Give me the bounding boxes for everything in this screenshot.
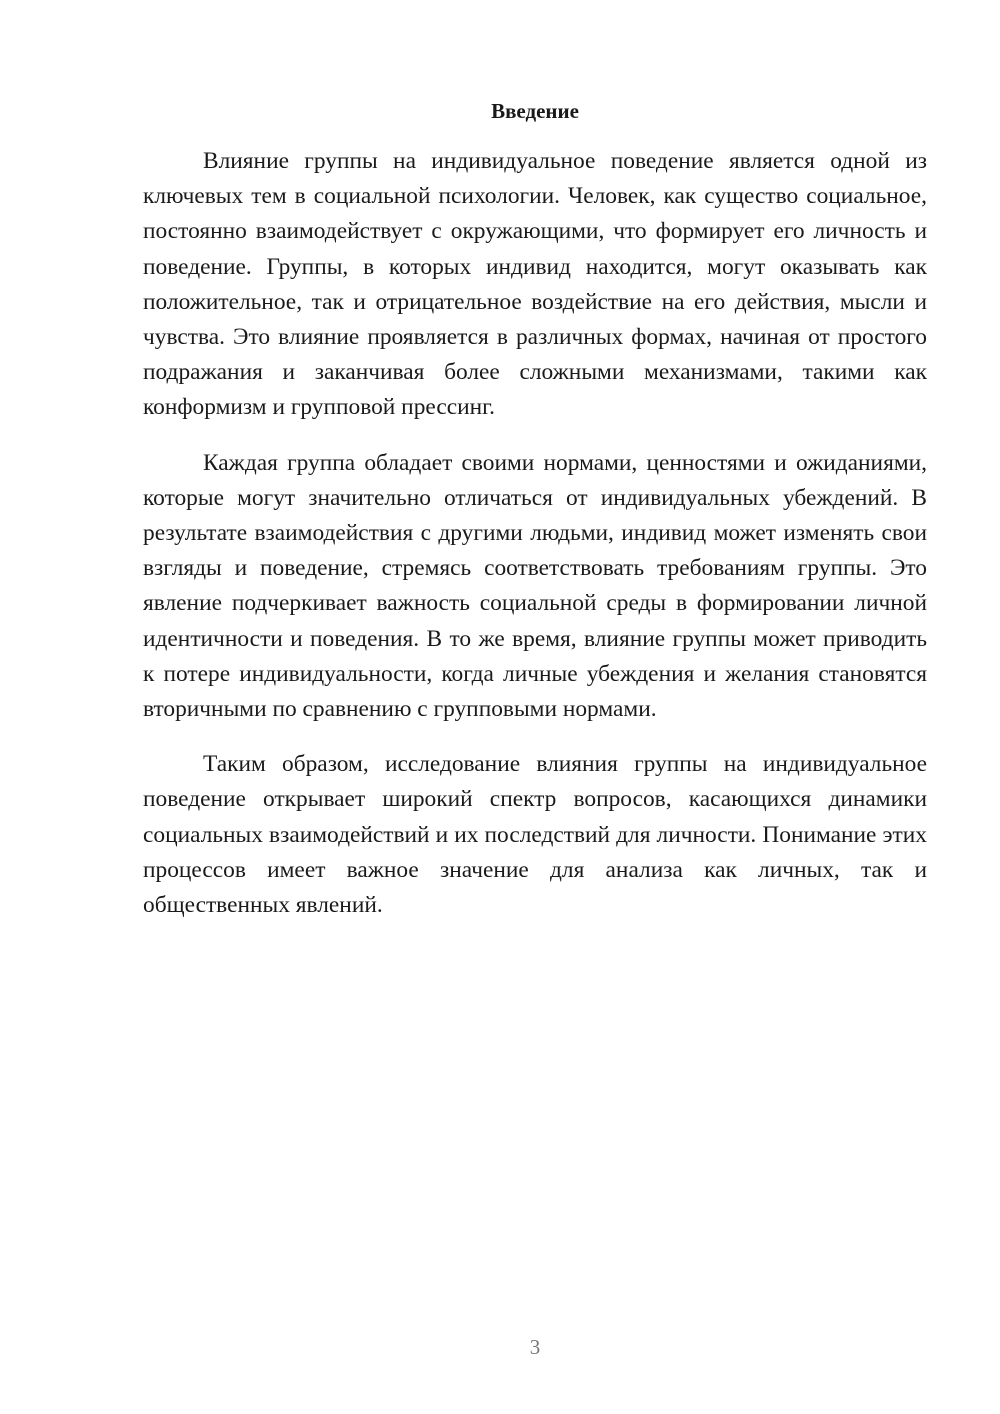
body-text <box>143 144 927 943</box>
paragraph-2: Каждая группа обладает своими нормами, ценностями и ожиданиями, которые могут значительно отличаться от индивидуальных убеждений. В результате взаимодействия с другими людьми, индивид может изменять свои взгляды и поведение, стремясь соответствовать требованиям группы. Это явление подчеркивает важность социальной среды в формировании личной идентичности и поведения. В то же время, влияние группы может приводить к потере индивидуальности, когда личные убеждения и желания становятся вторичными по сравнению с групповыми нормами. <box>143 449 927 723</box>
paragraph-1: Влияние группы на индивидуальное поведение является одной из ключевых тем в социальной психологии. Человек, как существо социальное, постоянно взаимодействует с окружающими, что формирует его личность и поведение. Группы, в которых индивид находится, могут оказывать как положительное, так и отрицательное воздействие на его действия, мысли и чувства. Это влияние проявляется в различных формах, начиная от простого подражания и заканчивая более сложными механизмами, такими как конформизм и групповой прессинг. <box>143 148 927 421</box>
page-number: 3 <box>529 1335 541 1359</box>
paragraph-3: Таким образом, исследование влияния группы на индивидуальное поведение открывает широкий спектр вопросов, касающихся динамики социальных взаимодействий и их последствий для личности. Понимание этих процессов имеет важное значение для анализа как личных, так и общественных явлений. <box>143 751 927 919</box>
section-heading: Введение <box>491 99 579 123</box>
